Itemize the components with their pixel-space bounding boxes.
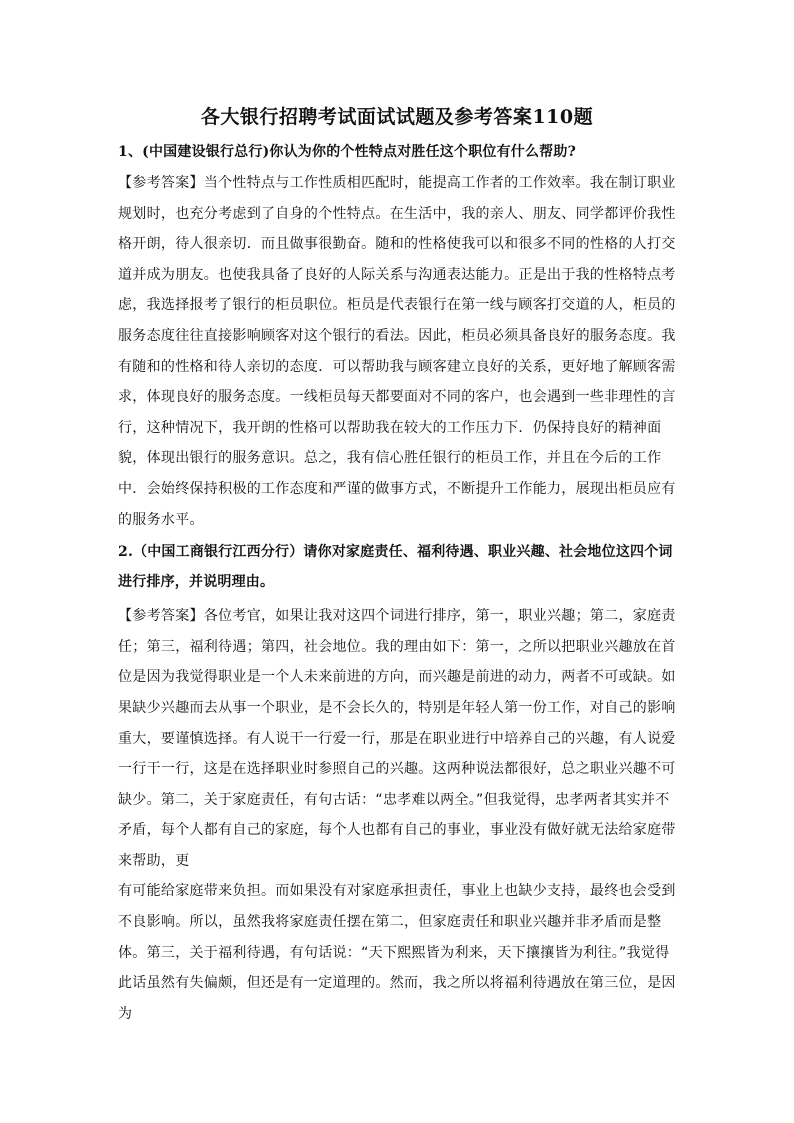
- qa-item-1: [118, 140, 676, 535]
- answer-2-text: 各位考官，如果让我对这四个词进行排序，第一，职业兴趣；第二，家庭责任；第三，福利待遇；第四，社会地位。我的理由如下：第一，之所以把职业兴趣放在首位是因为我觉得职业是一个人未来前进的方向，而兴趣是前进的动力，两者不可或缺。如果缺少兴趣而去从事一个职业，是不会长久的，特别是年轻人第一份工作，对自己的影响重大，要谨慎选择。有人说干一行爱一行，那是在职业进行中培养自己的兴趣，有人说爱一行干一行，这是在选择职业时参照自己的兴趣。这两种说法都很好，总之职业兴趣不可缺少。第二，关于家庭责任，有句古话：“忠孝难以两全。”但我觉得，忠孝两者其实并不矛盾，每个人都有自己的家庭，每个人也都有自己的事业，事业没有做好就无法给家庭带来帮助，更: [118, 608, 676, 869]
- answer-1: [118, 168, 676, 535]
- answer-2: [118, 601, 676, 876]
- question-1: 1、(中国建设银行总行)你认为你的个性特点对胜任这个职位有什么帮助?: [118, 144, 576, 160]
- answer-2-continuation: 有可能给家庭带来负担。而如果没有对家庭承担责任，事业上也缺少支持，最终也会受到不良影响。所以，虽然我将家庭责任摆在第二，但家庭责任和职业兴趣并非矛盾而是整体。第三，关于福利待遇，有句话说：“天下熙熙皆为利来，天下攘攘皆为利往。”我觉得此话虽然有失偏颇，但还是有一定道理的。然而，我之所以将福利待遇放在第三位，是因为: [118, 883, 676, 1022]
- document-title: 各大银行招聘考试面试试题及参考答案110题: [200, 106, 594, 128]
- answer-2-tag: 【参考答案】: [118, 608, 204, 625]
- question-2: 2.（中国工商银行江西分行）请你对家庭责任、福利待遇、职业兴趣、社会地位这四个词进行排序，并说明理由。: [118, 544, 673, 591]
- answer-1-tag: 【参考答案】: [118, 175, 204, 191]
- qa-item-2: [118, 537, 676, 1029]
- answer-1-text: 当个性特点与工作性质相匹配时，能提高工作者的工作效率。我在制订职业规划时，也充分考虑到了自身的个性特点。在生活中，我的亲人、朋友、同学都评价我性格开朗，待人很亲切．而且做事很勤奋。随和的性格使我可以和很多不同的性格的人打交道并成为朋友。也使我具备了良好的人际关系与沟通表达能力。正是出于我的性格特点考虑，我选择报考了银行的柜员职位。柜员是代表银行在第一线与顾客打交道的人，柜员的服务态度往往直接影响顾客对这个银行的看法。因此，柜员必须具备良好的服务态度。我有随和的性格和待人亲切的态度．可以帮助我与顾客建立良好的关系，更好地了解顾客需求，体现良好的服务态度。一线柜员每天都要面对不同的客户，也会遇到一些非理性的言行，这种情况下，我开朗的性格可以帮助我在较大的工作压力下．仍保持良好的精神面貌，体现出银行的服务意识。总之，我有信心胜任银行的柜员工作，并且在今后的工作中．会始终保持积极的工作态度和严谨的做事方式，不断提升工作能力，展现出柜员应有的服务水平。: [118, 175, 676, 528]
